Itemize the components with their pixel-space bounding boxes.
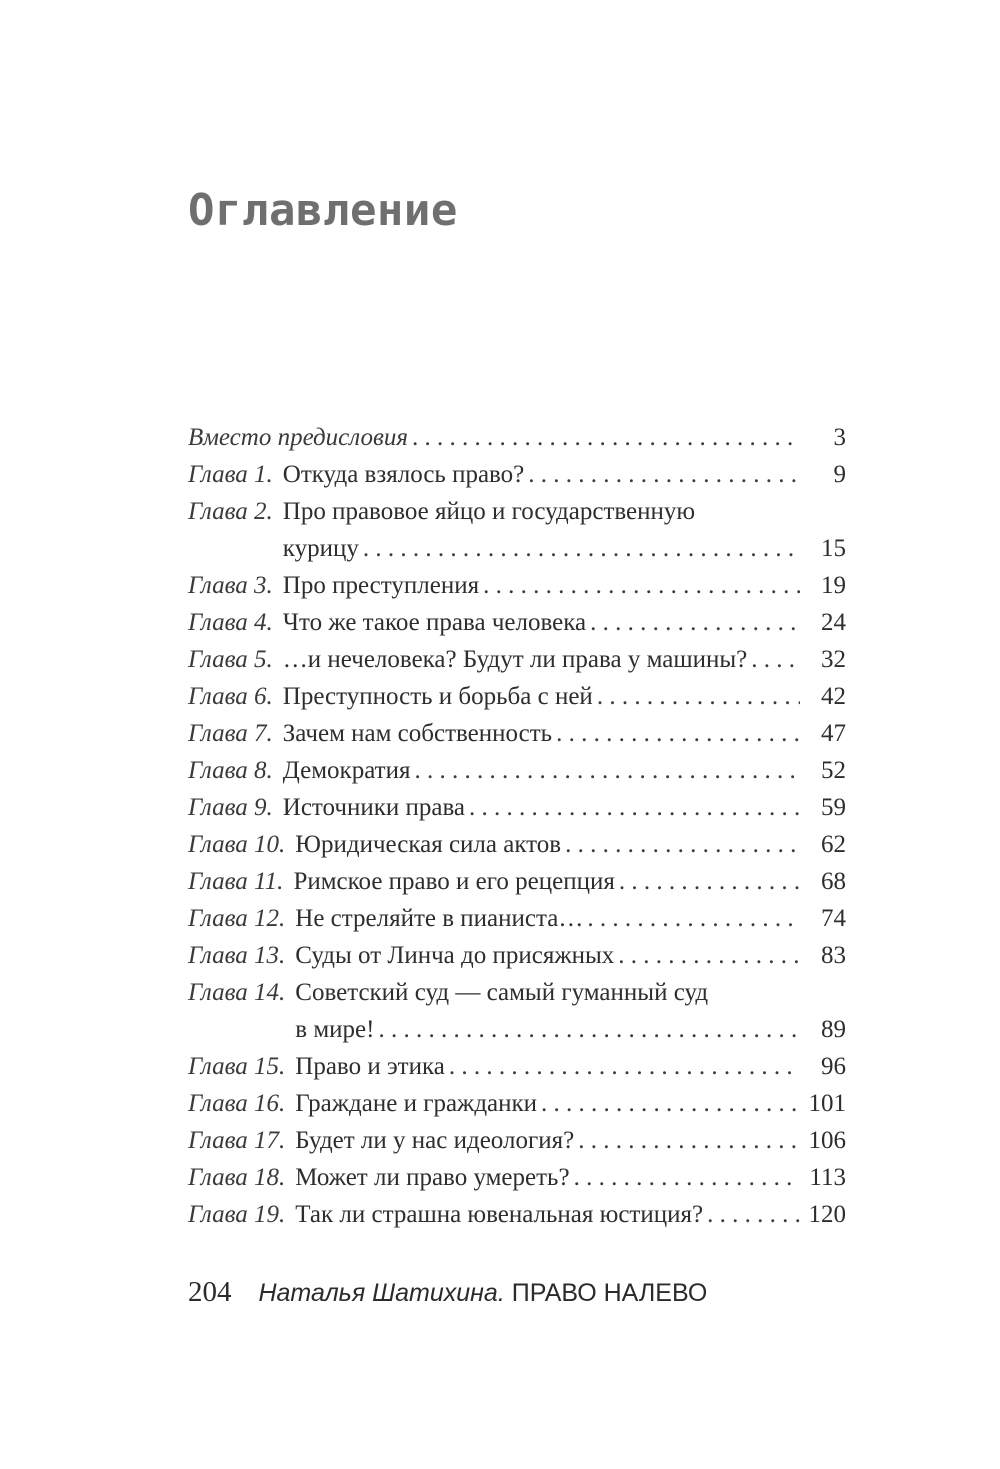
page-number: 204 xyxy=(188,1276,232,1308)
toc-page-number: 59 xyxy=(821,794,846,821)
toc-chapter-label: Глава 7. xyxy=(188,720,273,747)
toc-entry-title: Что же такое права человека xyxy=(282,609,587,636)
toc-entry xyxy=(188,863,846,900)
toc-chapter-label: Глава 3. xyxy=(188,572,273,599)
toc-entry xyxy=(188,567,846,604)
toc-entry xyxy=(188,900,846,937)
toc-page-number: 9 xyxy=(833,461,846,488)
toc-entry-title: Про преступления xyxy=(282,572,480,599)
page-title: Оглавление xyxy=(188,185,458,237)
dot-leader xyxy=(541,1085,800,1122)
dot-leader xyxy=(707,1196,800,1233)
dot-leader xyxy=(449,1048,800,1085)
footer-author: Наталья Шатихина. xyxy=(258,1279,505,1307)
toc-page-number: 62 xyxy=(821,831,846,858)
toc-entry-title: …и нечеловека? Будут ли права у машины? xyxy=(282,646,748,673)
dot-leader xyxy=(483,567,800,604)
dot-leader xyxy=(578,1122,800,1159)
toc-chapter-label: Глава 10. xyxy=(188,831,286,858)
toc-entry-title: Демократия xyxy=(282,757,411,784)
toc-chapter-label: Глава 17. xyxy=(188,1127,286,1154)
toc-chapter-label: Глава 13. xyxy=(188,942,286,969)
toc-page-number: 47 xyxy=(821,720,846,747)
dot-leader xyxy=(528,456,800,493)
toc-page-number: 74 xyxy=(821,905,846,932)
toc-entry-title: Советский суд — самый гуманный суд xyxy=(295,979,709,1006)
toc-chapter-label: Глава 4. xyxy=(188,609,273,636)
toc-entry xyxy=(188,604,846,641)
toc-entry xyxy=(188,1048,846,1085)
toc-entry xyxy=(188,1085,846,1122)
toc-entry-title: Будет ли у нас идеология? xyxy=(295,1127,575,1154)
toc-entry xyxy=(188,937,846,974)
toc-entry-title: Про правовое яйцо и государственную xyxy=(282,498,696,525)
toc-entry xyxy=(188,1122,846,1159)
toc-entry xyxy=(188,493,846,567)
toc-entry-title: Римское право и его рецепция xyxy=(293,868,615,895)
dot-leader xyxy=(751,641,800,678)
toc-page-number: 68 xyxy=(821,868,846,895)
toc-chapter-label: Глава 18. xyxy=(188,1164,286,1191)
toc-page-number: 96 xyxy=(821,1053,846,1080)
table-of-contents xyxy=(188,419,846,1233)
toc-entry-title: Граждане и гражданки xyxy=(295,1090,538,1117)
toc-entry-title: Преступность и борьба с ней xyxy=(282,683,593,710)
toc-chapter-label: Глава 15. xyxy=(188,1053,286,1080)
toc-entry xyxy=(188,974,846,1048)
dot-leader xyxy=(587,900,800,937)
toc-entry xyxy=(188,419,846,456)
toc-entry-title: Источники права xyxy=(282,794,466,821)
toc-chapter-label: Глава 9. xyxy=(188,794,273,821)
toc-chapter-label: Глава 19. xyxy=(188,1201,286,1228)
toc-entry-title: Суды от Линча до присяжных xyxy=(295,942,615,969)
toc-page-number: 83 xyxy=(821,942,846,969)
toc-chapter-label: Глава 12. xyxy=(188,905,286,932)
toc-chapter-label: Глава 11. xyxy=(188,868,284,895)
toc-entry-title: Откуда взялось право? xyxy=(282,461,525,488)
dot-leader xyxy=(469,789,800,826)
toc-entry xyxy=(188,715,846,752)
toc-entry xyxy=(188,456,846,493)
toc-page-number: 113 xyxy=(809,1164,846,1191)
toc-entry-title: в мире! xyxy=(295,1016,375,1043)
dot-leader xyxy=(618,937,800,974)
toc-page-number: 32 xyxy=(821,646,846,673)
toc-page-number: 19 xyxy=(821,572,846,599)
toc-entry xyxy=(188,1196,846,1233)
toc-entry-title: Право и этика xyxy=(295,1053,445,1080)
dot-leader xyxy=(565,826,800,863)
toc-chapter-label: Глава 6. xyxy=(188,683,273,710)
toc-page-number: 120 xyxy=(808,1201,846,1228)
running-footer xyxy=(188,1276,707,1309)
toc-page-number: 89 xyxy=(821,1016,846,1043)
dot-leader xyxy=(619,863,800,900)
footer-book-title: ПРАВО НАЛЕВО xyxy=(511,1279,708,1307)
toc-chapter-label: Глава 2. xyxy=(188,498,273,525)
toc-page-number: 15 xyxy=(821,535,846,562)
toc-entry xyxy=(188,678,846,715)
toc-page-number: 24 xyxy=(821,609,846,636)
toc-chapter-label: Глава 5. xyxy=(188,646,273,673)
toc-entry-title: Так ли страшна ювенальная юстиция? xyxy=(295,1201,704,1228)
toc-entry-title: Юридическая сила актов xyxy=(295,831,562,858)
toc-entry xyxy=(188,1159,846,1196)
dot-leader xyxy=(363,530,800,567)
toc-page-number: 3 xyxy=(833,424,846,451)
dot-leader xyxy=(414,752,800,789)
toc-entry xyxy=(188,826,846,863)
toc-entry-title: Зачем нам собственность xyxy=(282,720,553,747)
dot-leader xyxy=(412,419,800,456)
toc-entry xyxy=(188,752,846,789)
dot-leader xyxy=(597,678,800,715)
toc-entry-title: Может ли право умереть? xyxy=(295,1164,570,1191)
toc-entry-title: Вместо предисловия xyxy=(188,424,408,451)
toc-page-number: 101 xyxy=(808,1090,846,1117)
toc-chapter-label: Глава 14. xyxy=(188,979,286,1006)
toc-chapter-label: Глава 16. xyxy=(188,1090,286,1117)
toc-entry-title: курицу xyxy=(282,535,359,562)
toc-entry-title: Не стреляйте в пианиста… xyxy=(295,905,584,932)
toc-chapter-label: Глава 8. xyxy=(188,757,273,784)
toc-page-number: 42 xyxy=(821,683,846,710)
toc-page-number: 106 xyxy=(808,1127,846,1154)
dot-leader xyxy=(590,604,800,641)
toc-chapter-label: Глава 1. xyxy=(188,461,273,488)
dot-leader xyxy=(556,715,800,752)
toc-entry xyxy=(188,641,846,678)
toc-page-number: 52 xyxy=(821,757,846,784)
dot-leader xyxy=(378,1011,800,1048)
dot-leader xyxy=(574,1159,800,1196)
toc-entry xyxy=(188,789,846,826)
